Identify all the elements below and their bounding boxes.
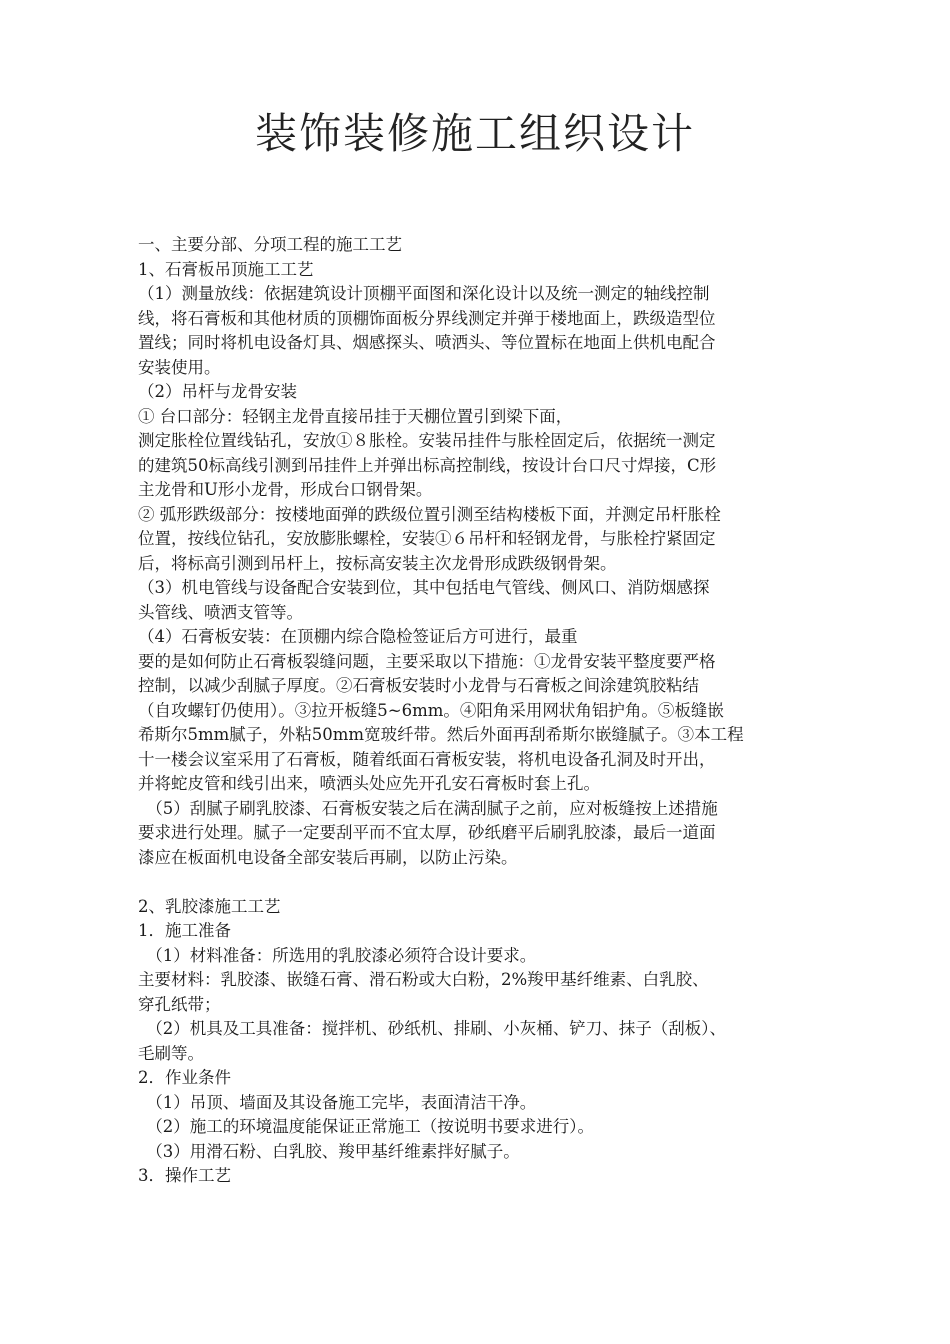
text-line: 2．作业条件 bbox=[138, 1068, 231, 1087]
text-line: 位置，按线位钻孔，安放膨胀螺栓，安装①６吊杆和轻钢龙骨，与胀栓拧紧固定 bbox=[138, 529, 716, 548]
text-line: 置线；同时将机电设备灯具、烟感探头、喷洒头、等位置标在地面上供机电配合 bbox=[138, 333, 716, 352]
text-line: （1）测量放线：依据建筑设计顶棚平面图和深化设计以及统一测定的轴线控制 bbox=[138, 284, 710, 303]
text-line: （4）石膏板安装：在顶棚内综合隐检签证后方可进行，最重 bbox=[138, 627, 578, 646]
blank-line bbox=[138, 870, 818, 895]
text-line: 穿孔纸带； bbox=[138, 994, 221, 1014]
text-line: 主龙骨和U形小龙骨，形成台口钢骨架。 bbox=[138, 480, 433, 499]
text-line: （3）用滑石粉、白乳胶、羧甲基纤维素拌好腻子。 bbox=[138, 1141, 520, 1161]
document-title: 装饰装修施工组织设计 bbox=[254, 109, 695, 158]
text-line: （自攻螺钉仍使用）。③拉开板缝5~6mm。④阳角采用网状角铝护角。⑤板缝嵌 bbox=[138, 700, 724, 720]
text-line: 2、乳胶漆施工工艺 bbox=[138, 896, 281, 916]
text-line: 主要材料：乳胶漆、嵌缝石膏、滑石粉或大白粉，2%羧甲基纤维素、白乳胶、 bbox=[138, 970, 709, 989]
text-line: 毛刷等。 bbox=[138, 1043, 204, 1063]
text-line: 后，将标高引测到吊杆上，按标高安装主次龙骨形成跌级钢骨架。 bbox=[138, 553, 617, 573]
text-line: 希斯尔5mm腻子，外粘50mm宽玻纤带。然后外面再刮希斯尔嵌缝腻子。③本工程 bbox=[138, 725, 744, 744]
text-line: 并将蛇皮管和线引出来，喷洒头处应先开孔安石膏板时套上孔。 bbox=[138, 774, 600, 793]
text-line: ② 弧形跌级部分：按楼地面弹的跌级位置引测至结构楼板下面，并测定吊杆胀栓 bbox=[138, 504, 721, 524]
text-line: 测定胀栓位置线钻孔，安放①８胀栓。安装吊挂件与胀栓固定后，依据统一测定 bbox=[138, 431, 716, 450]
text-line: 控制，以减少刮腻子厚度。②石膏板安装时小龙骨与石膏板之间涂建筑胶粘结 bbox=[138, 676, 699, 695]
text-line: 3．操作工艺 bbox=[138, 1166, 231, 1185]
text-line: （3）机电管线与设备配合安装到位，其中包括电气管线、侧风口、消防烟感探 bbox=[138, 578, 710, 597]
text-line: （2）吊杆与龙骨安装 bbox=[138, 382, 297, 401]
text-line: 要的是如何防止石膏板裂缝问题，主要采取以下措施：①龙骨安装平整度要严格 bbox=[138, 651, 716, 671]
text-line: 安装使用。 bbox=[138, 357, 221, 377]
text-line: （2）机具及工具准备：搅拌机、砂纸机、排刷、小灰桶、铲刀、抹子（刮板）、 bbox=[138, 1019, 726, 1038]
text-line: 的建筑50标高线引测到吊挂件上并弹出标高控制线，按设计台口尺寸焊接，C形 bbox=[138, 455, 717, 475]
text-line: ① 台口部分：轻钢主龙骨直接吊挂于天棚位置引到梁下面， bbox=[138, 406, 573, 426]
text-line: 1、石膏板吊顶施工工艺 bbox=[138, 259, 314, 279]
document-body bbox=[138, 233, 818, 1189]
text-line: （1）材料准备：所选用的乳胶漆必须符合设计要求。 bbox=[138, 945, 537, 965]
text-line: （5）刮腻子刷乳胶漆、石膏板安装之后在满刮腻子之前，应对板缝按上述措施 bbox=[138, 798, 718, 818]
text-line: 漆应在板面机电设备全部安装后再刷，以防止污染。 bbox=[138, 847, 518, 867]
text-line: 十一楼会议室采用了石膏板，随着纸面石膏板安装，将机电设备孔洞及时开出， bbox=[138, 749, 716, 769]
text-line: 头管线、喷洒支管等。 bbox=[138, 602, 303, 622]
text-line: 要求进行处理。腻子一定要刮平而不宜太厚，砂纸磨平后刷乳胶漆，最后一道面 bbox=[138, 823, 716, 842]
text-line: 一、主要分部、分项工程的施工工艺 bbox=[138, 235, 402, 254]
text-line: 1．施工准备 bbox=[138, 921, 231, 940]
text-line: （2）施工的环境温度能保证正常施工（按说明书要求进行）。 bbox=[138, 1117, 594, 1136]
text-line: 线，将石膏板和其他材质的顶棚饰面板分界线测定并弹于楼地面上，跌级造型位 bbox=[138, 308, 716, 328]
text-line: （1）吊顶、墙面及其设备施工完毕，表面清洁干净。 bbox=[138, 1092, 537, 1112]
